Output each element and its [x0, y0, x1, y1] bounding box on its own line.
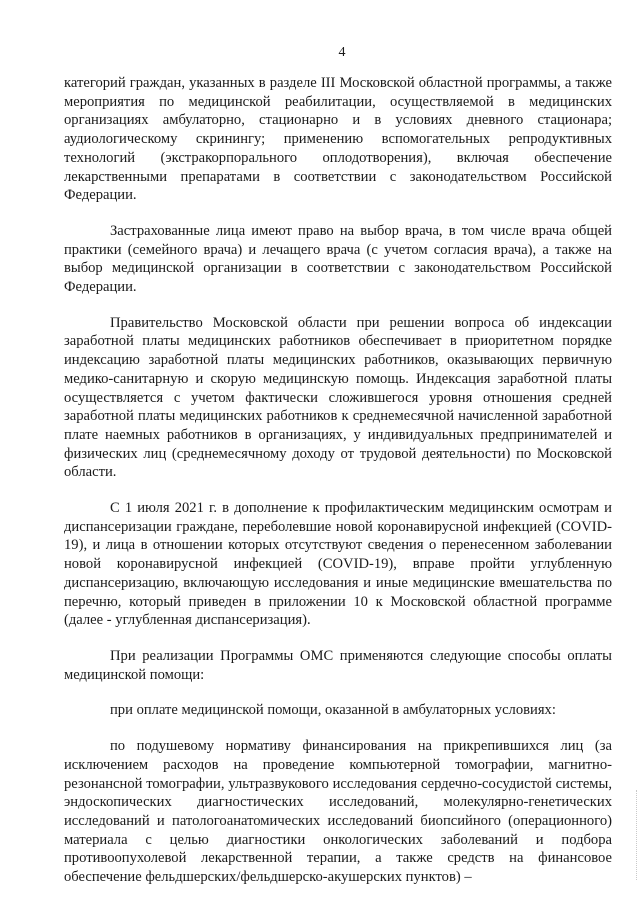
- paragraph-insured-choice: Застрахованные лица имеют право на выбор врача, в том числе врача общей практики (семейного врача) и лечащего врача (с учетом согласия врача), а также на выбор медицинской организации в соответствии с законодательством Российской Федерации.: [64, 222, 612, 296]
- paragraph-outpatient: при оплате медицинской помощи, оказанной в амбулаторных условиях:: [110, 702, 556, 719]
- scan-edge-mark: [635, 790, 637, 880]
- paragraph-per-capita: по подушевому нормативу финансирования на прикрепившихся лиц (за исключением расходов на проведение компьютерной томографии, магнитно-резонансной томографии, ультразвукового исследования сердечно-сосудистой системы, эндоскопических диагностических исследований, молекулярно-генетических исследований и патологоанатомических исследований биопсийного (операционного) материала с целью диагностики онкологических заболеваний и подбора противоопухолевой лекарственной терапии, а также средств на финансовое обеспечение фельдшерских/фельдшерско-акушерских пунктов) –: [64, 738, 612, 886]
- paragraph-continuation: категорий граждан, указанных в разделе III Московской областной программы, а также мероприятия по медицинской реабилитации, осуществляемой в медицинских организациях амбулаторно, стационарно и в условиях дневного стационара; аудиологическому скринингу; применению вспомогательных репродуктивных технологий (экстракорпорального оплодотворения), включая обеспечение лекарственными препаратами в соответствии с законодательством Российской Федерации.: [64, 75, 612, 204]
- paragraph-covid-dispensary: С 1 июля 2021 г. в дополнение к профилактическим медицинским осмотрам и диспансеризации граждане, переболевшие новой коронавирусной инфекцией (COVID-19), и лица в отношении которых отсутствуют сведения о перенесенном заболевании новой коронавирусной инфекцией (COVID-19), вправе пройти углубленную диспансеризацию, включающую исследования и иные медицинские вмешательства по перечню, который приведен в приложении 10 к Московской областной программе (далее - углубленная диспансеризация).: [64, 500, 612, 629]
- paragraph-payment-methods: При реализации Программы ОМС применяются следующие способы оплаты медицинской помощи:: [64, 647, 612, 683]
- page-number: 4: [338, 45, 346, 60]
- document-page: [64, 44, 612, 887]
- paragraph-salary-indexation: Правительство Московской области при решении вопроса об индексации заработной платы медицинских работников обеспечивает в приоритетном порядке индексацию заработной платы медицинских работников, оказывающих первичную медико-санитарную и скорую медицинскую помощь. Индексация заработной платы осуществляется с учетом фактически сложившегося уровня отношения средней заработной платы медицинских работников к среднемесячной начисленной заработной плате наемных работников в организациях, у индивидуальных предпринимателей и физических лиц (среднемесячному доходу от трудовой деятельности) по Московской области.: [64, 314, 612, 481]
